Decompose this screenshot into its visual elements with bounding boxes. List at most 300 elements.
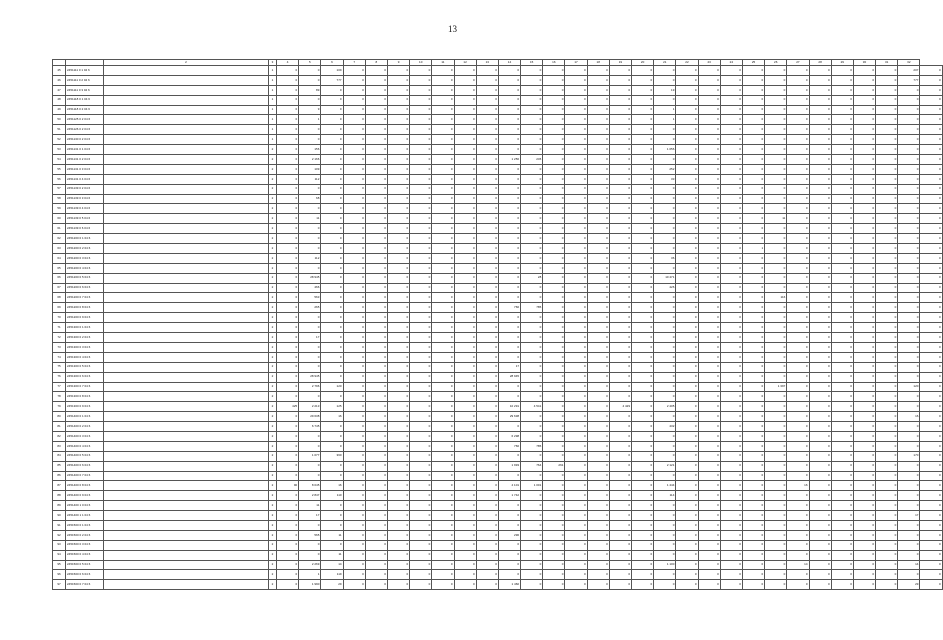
value-cell: 0 (498, 352, 520, 362)
value-cell: 0 (432, 431, 454, 441)
value-cell: 0 (543, 560, 565, 570)
value-cell: 0 (432, 125, 454, 135)
value-cell: 0 (543, 530, 565, 540)
value-cell: 0 (476, 392, 498, 402)
value-cell: 0 (853, 451, 875, 461)
value-cell: 0 (720, 461, 742, 471)
value-cell: 0 (410, 323, 432, 333)
value-cell: 0 (853, 342, 875, 352)
value-cell: 0 (476, 224, 498, 234)
value-cell: 0 (853, 273, 875, 283)
value-cell: 16 (321, 412, 343, 422)
value-cell: 0 (587, 174, 609, 184)
value-cell: 0 (321, 511, 343, 521)
value-cell: 0 (387, 342, 409, 352)
value-cell: 0 (742, 560, 764, 570)
value-cell: 0 (343, 550, 365, 560)
value-cell: 0 (853, 105, 875, 115)
value-cell: 0 (365, 540, 387, 550)
value-cell: 0 (831, 422, 853, 432)
value-cell: 0 (365, 352, 387, 362)
value-cell: 0 (432, 155, 454, 165)
row-number: 56 (53, 174, 66, 184)
value-cell: 0 (742, 174, 764, 184)
value-cell: 0 (565, 155, 587, 165)
value-cell: 0 (632, 293, 654, 303)
value-cell: 0 (698, 293, 720, 303)
value-cell: 0 (765, 560, 787, 570)
value-cell: 120 (898, 382, 920, 392)
column-header-12: 13 (476, 60, 498, 66)
value-cell: 0 (853, 333, 875, 343)
row-unit: 2 (269, 352, 277, 362)
value-cell: 1 256 (498, 155, 520, 165)
row-code: 2451111 0 2 04 6 (66, 75, 104, 85)
value-cell: 0 (676, 234, 698, 244)
value-cell: 0 (410, 283, 432, 293)
value-cell: 0 (587, 431, 609, 441)
row-unit: 2 (269, 372, 277, 382)
value-cell: 0 (698, 224, 720, 234)
value-cell: 0 (609, 580, 631, 590)
value-cell: 0 (587, 293, 609, 303)
value-cell: 0 (387, 263, 409, 273)
column-header-28: 29 (831, 60, 853, 66)
row-name (104, 441, 269, 451)
value-cell: 0 (343, 194, 365, 204)
value-cell: 0 (498, 253, 520, 263)
value-cell: 0 (432, 303, 454, 313)
value-cell: 466 (299, 283, 321, 293)
value-cell: 0 (632, 560, 654, 570)
value-cell: 360 (321, 451, 343, 461)
value-cell: 0 (365, 184, 387, 194)
value-cell: 0 (365, 491, 387, 501)
value-cell: 0 (898, 333, 920, 343)
value-cell: 0 (698, 402, 720, 412)
value-cell: 0 (565, 501, 587, 511)
value-cell: 0 (632, 431, 654, 441)
value-cell: 0 (365, 382, 387, 392)
value-cell: 0 (853, 481, 875, 491)
row-name (104, 471, 269, 481)
value-cell: 0 (676, 412, 698, 422)
value-cell: 0 (654, 392, 676, 402)
value-cell: 0 (321, 501, 343, 511)
value-cell: 0 (587, 145, 609, 155)
value-cell: 0 (387, 85, 409, 95)
value-cell: 0 (476, 155, 498, 165)
value-cell: 0 (343, 342, 365, 352)
row-unit: 2 (269, 164, 277, 174)
value-cell: 0 (632, 511, 654, 521)
row-number: 58 (53, 194, 66, 204)
value-cell: 89 (299, 85, 321, 95)
value-cell: 0 (654, 155, 676, 165)
row-code: 2451400 0 4 04 6 (66, 441, 104, 451)
value-cell: 0 (410, 461, 432, 471)
value-cell: 0 (365, 164, 387, 174)
value-cell: 0 (277, 333, 299, 343)
value-cell: 0 (632, 342, 654, 352)
value-cell: 0 (609, 125, 631, 135)
value-cell: 0 (587, 283, 609, 293)
value-cell: 0 (277, 244, 299, 254)
row-code: 2451400 0 7 04 6 (66, 471, 104, 481)
value-cell: 0 (787, 451, 809, 461)
value-cell: 0 (787, 501, 809, 511)
value-cell: 0 (365, 273, 387, 283)
value-cell: 0 (454, 520, 476, 530)
value-cell: 0 (410, 481, 432, 491)
value-cell: 425 (277, 402, 299, 412)
value-cell: 0 (831, 214, 853, 224)
row-name (104, 105, 269, 115)
value-cell: 112 (299, 253, 321, 263)
value-cell: 0 (454, 511, 476, 521)
value-cell: 0 (587, 323, 609, 333)
row-number: 69 (53, 303, 66, 313)
value-cell: 0 (698, 511, 720, 521)
value-cell: 0 (787, 511, 809, 521)
value-cell: 0 (898, 214, 920, 224)
value-cell: 0 (920, 155, 942, 165)
value-cell: 0 (765, 303, 787, 313)
value-cell: 0 (765, 244, 787, 254)
value-cell: 0 (698, 352, 720, 362)
value-cell: 0 (720, 164, 742, 174)
value-cell: 0 (698, 283, 720, 293)
value-cell: 0 (299, 244, 321, 254)
value-cell: 0 (609, 273, 631, 283)
value-cell: 0 (809, 293, 831, 303)
value-cell: 0 (521, 362, 543, 372)
value-cell: 0 (765, 204, 787, 214)
value-cell: 0 (787, 253, 809, 263)
value-cell: 0 (410, 273, 432, 283)
value-cell: 0 (831, 560, 853, 570)
value-cell: 0 (765, 145, 787, 155)
value-cell: 0 (432, 491, 454, 501)
value-cell: 764 (521, 461, 543, 471)
value-cell: 0 (787, 224, 809, 234)
row-name (104, 352, 269, 362)
value-cell: 0 (609, 342, 631, 352)
table-row (53, 570, 943, 580)
value-cell: 0 (476, 461, 498, 471)
value-cell: 0 (831, 145, 853, 155)
value-cell: 0 (742, 105, 764, 115)
value-cell: 0 (742, 501, 764, 511)
value-cell: 0 (609, 511, 631, 521)
table-row (53, 293, 943, 303)
row-unit: 2 (269, 412, 277, 422)
value-cell: 0 (632, 164, 654, 174)
value-cell: 0 (543, 313, 565, 323)
value-cell: 0 (742, 412, 764, 422)
table-row (53, 342, 943, 352)
value-cell: 0 (831, 372, 853, 382)
value-cell: 0 (654, 520, 676, 530)
row-number: 66 (53, 273, 66, 283)
row-number: 88 (53, 491, 66, 501)
value-cell: 0 (498, 164, 520, 174)
row-code: 2451300 0 1 04 6 (66, 323, 104, 333)
row-name (104, 372, 269, 382)
value-cell: 0 (676, 511, 698, 521)
value-cell: 0 (410, 174, 432, 184)
value-cell: 0 (898, 550, 920, 560)
value-cell: 0 (565, 511, 587, 521)
value-cell: 0 (521, 263, 543, 273)
value-cell: 0 (632, 184, 654, 194)
row-unit: 2 (269, 501, 277, 511)
value-cell: 0 (898, 471, 920, 481)
value-cell: 0 (432, 402, 454, 412)
value-cell: 0 (809, 431, 831, 441)
value-cell: 0 (609, 234, 631, 244)
value-cell: 0 (809, 85, 831, 95)
value-cell: 0 (521, 85, 543, 95)
value-cell: 0 (831, 580, 853, 590)
value-cell: 0 (720, 145, 742, 155)
value-cell: 0 (787, 431, 809, 441)
value-cell: 0 (543, 164, 565, 174)
row-name (104, 481, 269, 491)
value-cell: 0 (742, 402, 764, 412)
value-cell: 0 (587, 530, 609, 540)
value-cell: 0 (565, 303, 587, 313)
value-cell: 0 (343, 85, 365, 95)
value-cell: 0 (853, 85, 875, 95)
row-unit: 2 (269, 244, 277, 254)
row-name (104, 451, 269, 461)
value-cell: 0 (632, 491, 654, 501)
value-cell: 0 (831, 234, 853, 244)
value-cell: 0 (809, 372, 831, 382)
value-cell: 0 (676, 342, 698, 352)
value-cell: 0 (898, 392, 920, 402)
value-cell: 0 (920, 194, 942, 204)
value-cell: 0 (831, 85, 853, 95)
value-cell: 0 (521, 204, 543, 214)
value-cell: 0 (853, 263, 875, 273)
value-cell: 0 (498, 184, 520, 194)
value-cell: 0 (410, 293, 432, 303)
value-cell: 0 (321, 204, 343, 214)
value-cell: 0 (720, 362, 742, 372)
value-cell: 0 (454, 313, 476, 323)
value-cell: 0 (720, 105, 742, 115)
value-cell: 0 (543, 145, 565, 155)
value-cell: 0 (632, 570, 654, 580)
value-cell: 0 (387, 471, 409, 481)
value-cell: 265 (299, 303, 321, 313)
row-code: 2451300 0 4 04 6 (66, 352, 104, 362)
value-cell: 0 (720, 550, 742, 560)
value-cell: 0 (454, 263, 476, 273)
value-cell: 0 (365, 461, 387, 471)
value-cell: 0 (853, 520, 875, 530)
value-cell: 0 (543, 471, 565, 481)
value-cell: 0 (277, 184, 299, 194)
value-cell: 0 (765, 412, 787, 422)
value-cell: 0 (654, 75, 676, 85)
row-name (104, 115, 269, 125)
column-header-1: 2 (104, 60, 269, 66)
value-cell: 0 (565, 244, 587, 254)
row-unit: 2 (269, 382, 277, 392)
row-code: 2451400 0 1 04 6 (66, 412, 104, 422)
value-cell: 0 (853, 422, 875, 432)
value-cell: 0 (410, 313, 432, 323)
row-unit: 2 (269, 273, 277, 283)
value-cell: 0 (676, 550, 698, 560)
value-cell: 0 (565, 214, 587, 224)
value-cell: 0 (809, 204, 831, 214)
value-cell: 0 (587, 520, 609, 530)
value-cell: 0 (787, 540, 809, 550)
value-cell: 0 (609, 431, 631, 441)
value-cell: 0 (853, 174, 875, 184)
value-cell: 0 (676, 293, 698, 303)
value-cell: 0 (853, 164, 875, 174)
value-cell: 0 (476, 412, 498, 422)
value-cell: 0 (521, 530, 543, 540)
value-cell: 0 (698, 164, 720, 174)
value-cell: 0 (277, 471, 299, 481)
value-cell: 0 (498, 540, 520, 550)
value-cell: 0 (321, 431, 343, 441)
table-row (53, 273, 943, 283)
value-cell: 0 (277, 441, 299, 451)
value-cell: 0 (920, 135, 942, 145)
value-cell: 0 (831, 412, 853, 422)
value-cell: 0 (698, 392, 720, 402)
value-cell: 0 (853, 372, 875, 382)
value-cell: 0 (365, 75, 387, 85)
value-cell: 0 (565, 352, 587, 362)
value-cell: 0 (277, 422, 299, 432)
value-cell: 0 (498, 234, 520, 244)
value-cell: 0 (521, 194, 543, 204)
row-code: 2451400 0 5 04 6 (66, 451, 104, 461)
value-cell: 0 (432, 501, 454, 511)
value-cell: 0 (609, 461, 631, 471)
table-row (53, 283, 943, 293)
value-cell: 0 (831, 540, 853, 550)
value-cell: 0 (410, 75, 432, 85)
value-cell: 0 (809, 352, 831, 362)
value-cell: 0 (809, 115, 831, 125)
value-cell: 0 (876, 570, 898, 580)
row-code: 2451500 0 1 04 6 (66, 520, 104, 530)
value-cell: 0 (277, 85, 299, 95)
value-cell: 0 (476, 313, 498, 323)
value-cell: 0 (476, 372, 498, 382)
row-number: 62 (53, 234, 66, 244)
value-cell: 0 (277, 570, 299, 580)
value-cell: 0 (277, 451, 299, 461)
table-row (53, 95, 943, 105)
value-cell: 0 (476, 75, 498, 85)
value-cell: 0 (920, 313, 942, 323)
value-cell: 0 (787, 412, 809, 422)
value-cell: 0 (920, 481, 942, 491)
value-cell: 0 (720, 392, 742, 402)
value-cell: 0 (410, 125, 432, 135)
value-cell: 0 (565, 75, 587, 85)
value-cell: 0 (654, 184, 676, 194)
value-cell: 0 (543, 362, 565, 372)
value-cell: 0 (365, 342, 387, 352)
value-cell: 0 (765, 392, 787, 402)
value-cell: 0 (809, 263, 831, 273)
value-cell: 33 (654, 174, 676, 184)
value-cell: 0 (609, 303, 631, 313)
value-cell: 0 (742, 164, 764, 174)
value-cell: 0 (742, 263, 764, 273)
value-cell: 0 (543, 323, 565, 333)
row-name (104, 362, 269, 372)
row-name (104, 412, 269, 422)
value-cell: 0 (654, 214, 676, 224)
value-cell: 0 (765, 352, 787, 362)
value-cell: 0 (787, 441, 809, 451)
value-cell: 0 (410, 204, 432, 214)
value-cell: 0 (277, 560, 299, 570)
value-cell: 0 (898, 224, 920, 234)
row-unit: 2 (269, 520, 277, 530)
value-cell: 0 (454, 372, 476, 382)
value-cell: 432 (654, 422, 676, 432)
value-cell: 0 (898, 362, 920, 372)
value-cell: 0 (676, 145, 698, 155)
value-cell: 0 (632, 145, 654, 155)
row-name (104, 66, 269, 76)
value-cell: 0 (831, 461, 853, 471)
row-code: 2451139 0 4 04 6 (66, 204, 104, 214)
row-code: 2451139 0 6 04 6 (66, 224, 104, 234)
value-cell: 0 (343, 105, 365, 115)
row-name (104, 273, 269, 283)
value-cell: 0 (565, 471, 587, 481)
value-cell: 0 (343, 501, 365, 511)
value-cell: 0 (476, 283, 498, 293)
value-cell: 0 (809, 461, 831, 471)
value-cell: 0 (476, 204, 498, 214)
row-unit: 2 (269, 511, 277, 521)
value-cell: 0 (676, 372, 698, 382)
value-cell: 0 (809, 441, 831, 451)
value-cell: 0 (454, 253, 476, 263)
value-cell: 0 (587, 115, 609, 125)
value-cell: 0 (632, 66, 654, 76)
value-cell: 0 (609, 135, 631, 145)
row-unit: 1 (269, 125, 277, 135)
value-cell: 0 (853, 253, 875, 263)
value-cell: 0 (543, 174, 565, 184)
value-cell: 0 (565, 194, 587, 204)
column-header-24: 25 (742, 60, 764, 66)
value-cell: 0 (277, 501, 299, 511)
value-cell: 0 (587, 273, 609, 283)
value-cell: 0 (543, 333, 565, 343)
value-cell: 0 (920, 75, 942, 85)
value-cell: 0 (632, 263, 654, 273)
value-cell: 0 (920, 501, 942, 511)
value-cell: 0 (898, 105, 920, 115)
